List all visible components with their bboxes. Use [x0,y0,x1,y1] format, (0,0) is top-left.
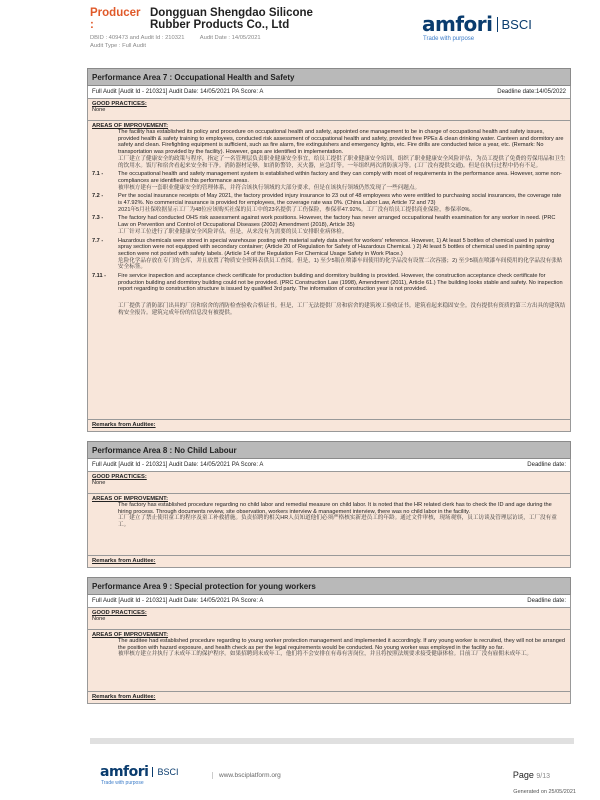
pa8-areas-of-improvement [87,494,571,556]
pa9-areas-of-improvement [87,630,571,692]
producer-name-line2: Rubber Products Co., Ltd [150,19,290,31]
pa8-remarks [87,556,571,568]
pa8-intro-en: The factory has established procedure regarding no child labor and remedial measure on child labor. It is noted that the HR related clerk has to check the ID and age during the hiring process. Through documents review, site observation, workers interview & management interview, there was no child labor in the facility. [118,502,552,515]
item-text-en: Hazardous chemicals were stored in special warehouse posting with material safety data sheet for workers' reference. However, 1) At least 5 bottles of chemical used in painting spray section were not equipped with secondary container; (Article 20 of Regulation for Safety of Hazardous Chemical. ) 2) At least 5 bottles of chemical used in painting spray section were not posted with safety labels. (Article 14 of the Regulation For Chemical Usage Safety in Work Place.) [118,237,555,257]
pa9-audit-info: Full Audit [Audit Id - 210321] Audit Date: 14/05/2021 PA Score: A [92,598,264,604]
item-text-cn: 工厂针对工位进行了职业健康安全风险评估。但是，从来没有为需要的员工安排职业病体检。 [118,228,348,235]
pa8-title: Performance Area 8 : No Child Labour [87,441,571,459]
item-number: 7.7 - [92,237,104,244]
page-number: 9/13 [536,773,550,780]
footer-amfori-wordmark: amfori [100,764,149,780]
pa9-deadline: Deadline date: [527,598,566,604]
pa7-item [92,171,566,191]
footer-divider-bar [90,738,574,744]
page-label: Page [512,770,534,780]
pa7-intro [92,129,566,169]
item-text-cn: 危险化学品存放在专门的仓库，并且放置了物质安全资料表供员工查阅。但是，1) 至少5瓶在喷漆车间使用的化学品没有设置二次容器；2) 至少5瓶在喷漆车间使用的化学品没有张贴安全标签。 [118,257,563,271]
pa7-item [92,238,566,272]
bsci-wordmark: BSCI [497,17,532,32]
pa8-intro-cn: 工厂建立了禁止使用童工的程序及童工补救措施。负责招聘的相关HR人员知道他们必须严格核实新进员工的年龄。通过文件审核，现场观察，员工访谈及管理层访谈，工厂没有童工。 [118,515,557,529]
pa7-good-practices [87,99,571,121]
pa7-item [92,273,566,317]
audit-date-text: Audit Date : 14/05/2021 [199,35,261,41]
page-footer [0,762,600,795]
pa7-audit-info: Full Audit [Audit Id - 210321] Audit Date: 14/05/2021 PA Score: A [92,89,264,95]
pa9-intro-cn: 被审核方建立并执行了未成年工的保护程序。如果招聘到未成年工，他们将不会安排在有毒有害岗位，并且将按照法规要求接受健康体检。目前工厂没有雇佣未成年工。 [118,651,532,658]
pa9-title: Performance Area 9 : Special protection for young workers [87,577,571,595]
item-text-cn: 2021年5月社保收据显示工厂为48位应该购买社保的员工中的23名提供了工伤保险，参保率47.92%。工厂没有给员工提供商业保险，参保率0%。 [118,206,476,213]
pa7-good-text: None [92,107,106,113]
footer-url: www.bsciplatform.org [212,772,281,779]
footer-logo-tagline: Trade with purpose [101,780,144,786]
pa7-remarks-head: Remarks from Auditee: [92,422,156,428]
pa7-areas-of-improvement [87,121,571,420]
pa9-remarks-head: Remarks from Auditee: [92,694,156,700]
item-text-cn: 被审核方建有一套职业健康安全的管理体系，并符合该执行领域的大部分要求，但是在该执行领域仍然发现了一些问题点。 [118,184,421,191]
pa7-title: Performance Area 7 : Occupational Health and Safety [87,68,571,86]
pa7-audit-row [87,86,571,99]
amfori-bsci-logo [422,12,562,42]
footer-logo [100,764,178,786]
pa7-remarks [87,420,571,432]
audit-type-text: Audit Type : Full Audit [90,43,146,49]
pa8-remarks-head: Remarks from Auditee: [92,558,156,564]
pa7-deadline: Deadline date:14/05/2022 [497,89,566,95]
item-text-cn: 工厂提供了消防部门出具的厂房和宿舍的消防检查验收合格证书。但是，工厂无法提供厂房和宿舍的建筑竣工验收证书。建筑看起来稳固安全。没有提供有资质的第三方出具的建筑结构安全报告。建筑完成年份的信息没有被提供。 [118,303,566,316]
item-text-en: Per the social insurance receipts of May 2021, the factory provided injury insurance to 23 out of 48 employees who were entitled to purchasing social insurances, the coverage rate is 47.92%. No commercial insurance is provided for employees, the coverage rate was 0%. (China Labor Law, Article 72 and 73) [118,193,562,207]
item-number: 7.1 - [92,171,104,178]
producer-name [150,7,313,31]
pa7-good-head: GOOD PRACTICES: [92,101,147,107]
generated-date: Generated on 25/05/2021 [513,789,576,795]
pa7-item [92,215,566,235]
pa8-good-practices [87,472,571,494]
pa9-good-head: GOOD PRACTICES: [92,610,147,616]
pa8-good-head: GOOD PRACTICES: [92,474,147,480]
pa9-improve-head: AREAS OF IMPROVEMENT: [92,632,169,638]
amfori-wordmark: amfori [422,12,493,36]
pa9-intro-en: The auditee had established procedure regarding to young worker protection management and implemented it accordingly. If any young worker is recruited, they will not be arranged the position with hazard exposure, and health check as per the legal requirements would be conducted. No young worker was employed in the facility so far. [118,638,566,651]
pa9-remarks [87,692,571,704]
pa8-intro [92,502,566,529]
dbid-text: DBID : 409473 and Audit Id : 210321 [90,35,185,41]
pa7-intro-cn: 工厂建立了健康安全的政策与程序，指定了一名管理层负责职业健康安全事宜，给员工提供了职业健康安全培训，组织了职业健康安全风险评估，为员工提供了免费的劳保用品和卫生的饮用水。饭厅和宿舍看起来安全和干净。消防器材足够，如消防警铃，灭火器，应急灯等。一年组织两次消防演习等。(工厂没有提供交通)。但是在执行过程中仍有不足。 [118,155,566,169]
pa8-audit-info: Full Audit [Audit Id - 210321] Audit Date: 14/05/2021 PA Score: A [92,462,264,468]
pa9-audit-row [87,595,571,608]
performance-area-8 [87,441,571,568]
footer-bsci-wordmark: BSCI [152,767,178,777]
item-text-en: Fire service inspection and acceptance check certificate for production building and dormitory building is provided. However, the construction acceptance check certificate for production building and dormitory building could not be provided. (PRC Construction Law (1998), Amendment (2011), Article 61.) The building looks stable and safety. No inspection report regarding to construction structure is issued by qualified 3rd party. The information of construction year is not provided. [118,273,563,293]
item-number: 7.3 - [92,215,104,222]
item-text-en: The occupational health and safety management system is established within factory and they can comply with most of requirements in the performance area. However, some non-compliances are identified in this performance areas. [118,171,562,184]
producer-label: Producer : [90,7,141,31]
item-text-en: The factory had conducted OHS risk assessment against work positions. However, the factory has never arranged occupational health examination for any worker in need. (PRC Law on Prevention and Control of Occupational Diseases (2002) Amendment (2018), Article 35) [118,215,556,229]
pa7-item [92,193,566,213]
pa7-improve-head: AREAS OF IMPROVEMENT: [92,123,169,129]
pa8-good-text: None [92,480,106,486]
performance-area-7 [87,68,571,432]
pa9-good-practices [87,608,571,630]
pa9-good-text: None [92,616,106,622]
producer-name-line1: Dongguan Shengdao Silicone [150,7,313,19]
pa9-intro [92,638,566,658]
logo-tagline: Trade with purpose [423,36,475,42]
item-number: 7.2 - [92,193,104,200]
pa8-deadline: Deadline date: [527,462,566,468]
pa7-intro-en: The facility has established its policy and procedure on occupational health and safety, appointed one management to be in charge of occupational health and safety issues, provided health & safety training to employees, conducted risk assessment of occupational health and safety, provided free PPEs & clean drinking water. Canteen and dormitory are safety and clean. Firefighting equipment is sufficient, such as fire alarm, fire extinguishers and emergency lights, etc. Fire drills are conducted twice a year, etc. (Remark: No transportation was provided by the facility). However, gaps are identified in implementation. [118,129,564,156]
item-number: 7.11 - [92,273,106,280]
page-indicator [513,770,550,780]
pa8-audit-row [87,459,571,472]
performance-area-9 [87,577,571,704]
pa8-improve-head: AREAS OF IMPROVEMENT: [92,496,169,502]
